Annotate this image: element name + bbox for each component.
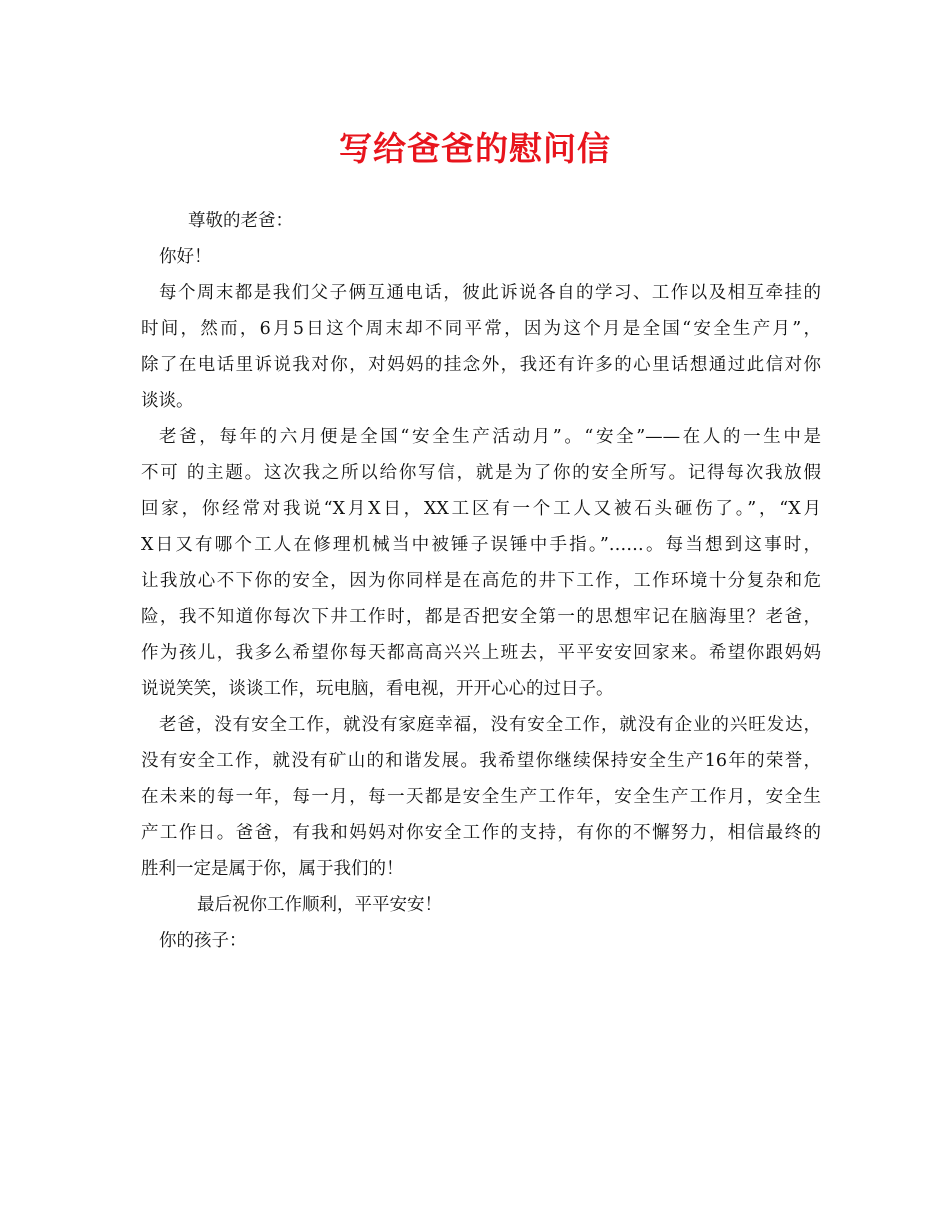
greeting: 你好！ bbox=[159, 247, 212, 267]
paragraph-2-line-8: 说说笑笑，谈谈工作，玩电脑，看电视，开开心心的过日子。 bbox=[141, 679, 614, 699]
letter-title: 写给爸爸的慰问信 bbox=[339, 129, 611, 168]
paragraph-2-line-5: 让我放心不下你的安全，因为你同样是在高危的井下工作，工作环境十分复杂和危 bbox=[141, 571, 821, 591]
paragraph-1-line-4: 谈谈。 bbox=[141, 391, 194, 411]
paragraph-2-line-4: X日又有哪个工人在修理机械当中被锤子误锤中手指。”……。每当想到这事时， bbox=[141, 535, 821, 555]
paragraph-3-line-3: 在未来的每一年，每一月，每一天都是安全生产工作年，安全生产工作月，安全生 bbox=[141, 787, 821, 807]
paragraph-3-line-5: 胜利一定是属于你，属于我们的！ bbox=[141, 859, 404, 879]
letter-body bbox=[141, 203, 821, 959]
paragraph-3-line-1: 老爸，没有安全工作，就没有家庭幸福，没有安全工作，就没有企业的兴旺发达， bbox=[159, 715, 821, 735]
closing-wish: 最后祝你工作顺利，平平安安！ bbox=[197, 895, 442, 915]
paragraph-1-line-2: 时间，然而，6月5日这个周末却不同平常，因为这个月是全国“安全生产月”， bbox=[141, 319, 821, 339]
paragraph-2-line-3: 回家，你经常对我说“X月X日，XX工区有一个工人又被石头砸伤了。”，“X月 bbox=[141, 499, 821, 519]
paragraph-2-line-1: 老爸，每年的六月便是全国“安全生产活动月”。“安全”——在人的一生中是 bbox=[159, 427, 821, 447]
salutation: 尊敬的老爸： bbox=[188, 211, 293, 231]
paragraph-3-line-2: 没有安全工作，就没有矿山的和谐发展。我希望你继续保持安全生产16年的荣誉， bbox=[141, 751, 821, 771]
paragraph-2-line-6: 险，我不知道你每次下井工作时，都是否把安全第一的思想牢记在脑海里？老爸， bbox=[141, 607, 821, 627]
paragraph-1-line-1: 每个周末都是我们父子俩互通电话，彼此诉说各自的学习、工作以及相互牵挂的 bbox=[159, 283, 821, 303]
paragraph-2-line-7: 作为孩儿，我多么希望你每天都高高兴兴上班去，平平安安回家来。希望你跟妈妈 bbox=[141, 643, 821, 663]
paragraph-1-line-3: 除了在电话里诉说我对你，对妈妈的挂念外，我还有许多的心里话想通过此信对你 bbox=[141, 355, 821, 375]
signature-line: 你的孩子： bbox=[159, 931, 247, 951]
paragraph-2-line-2: 不可 的主题。这次我之所以给你写信，就是为了你的安全所写。记得每次我放假 bbox=[141, 463, 821, 483]
paragraph-3-line-4: 产工作日。爸爸，有我和妈妈对你安全工作的支持，有你的不懈努力，相信最终的 bbox=[141, 823, 821, 843]
